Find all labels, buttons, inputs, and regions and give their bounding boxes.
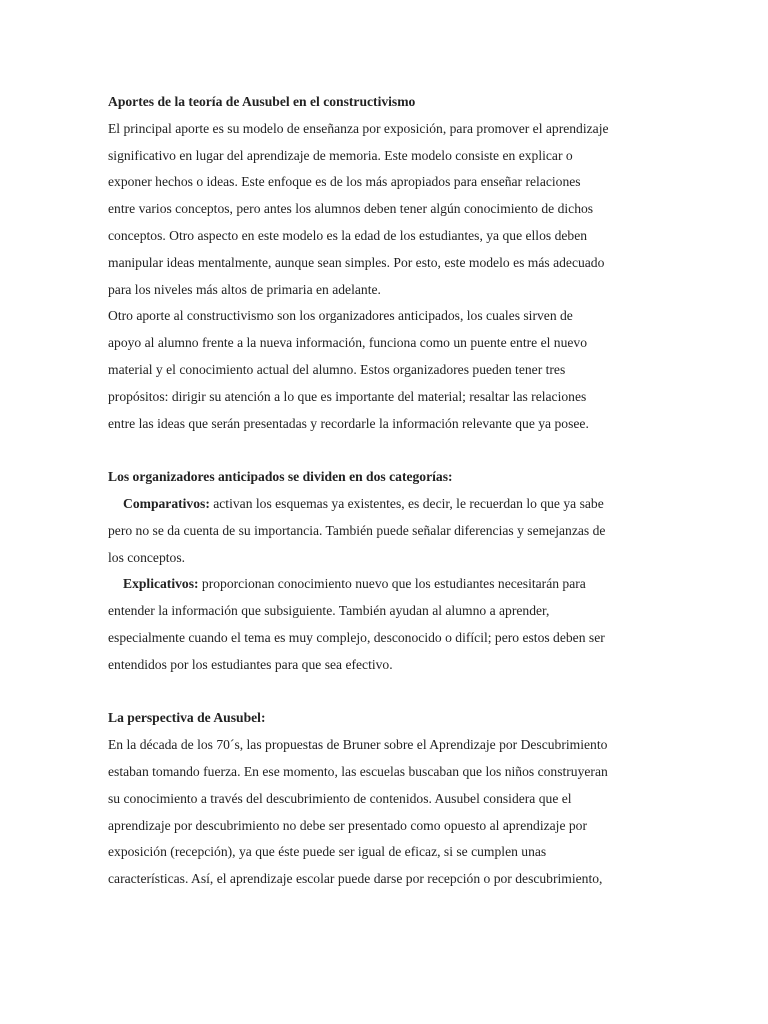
definition-text: proporcionan conocimiento nuevo que los estudiantes necesitarán para xyxy=(198,576,586,592)
paragraph-gap xyxy=(108,437,668,464)
text-line: Otro aporte al constructivismo son los organizadores anticipados, los cuales sirven de xyxy=(108,308,573,324)
definition-explicativos xyxy=(108,571,668,678)
text-line: material y el conocimiento actual del alumno. Estos organizadores pueden tener tres xyxy=(108,361,566,377)
definition-text: activan los esquemas ya existentes, es decir, le recuerdan lo que ya sabe xyxy=(209,495,604,511)
text-line: su conocimiento a través del descubrimiento de contenidos. Ausubel considera que el xyxy=(108,790,572,806)
text-line: especialmente cuando el tema es muy complejo, desconocido o difícil; pero estos deben ser xyxy=(108,629,605,645)
text-line: exponer hechos o ideas. Este enfoque es de los más apropiados para enseñar relaciones xyxy=(108,174,581,190)
paragraph-gap xyxy=(108,679,668,706)
section-heading-aportes: Aportes de la teoría de Ausubel en el constructivismo xyxy=(108,94,416,109)
text-line: entre varios conceptos, pero antes los alumnos deben tener algún conocimiento de dichos xyxy=(108,201,594,217)
paragraph-perspectiva xyxy=(108,732,668,893)
text-line: para los niveles más altos de primaria en adelante. xyxy=(108,281,381,297)
term-comparativos: Comparativos: xyxy=(123,495,210,511)
paragraph-organizadores xyxy=(108,303,668,437)
text-line: El principal aporte es su modelo de enseñanza por exposición, para promover el aprendizaje xyxy=(108,120,609,136)
document-body xyxy=(108,89,668,893)
text-line: manipular ideas mentalmente, aunque sean simples. Por esto, este modelo es más adecuado xyxy=(108,254,605,270)
term-explicativos: Explicativos: xyxy=(123,576,199,592)
definition-comparativos xyxy=(108,491,668,571)
text-line: entendidos por los estudiantes para que sea efectivo. xyxy=(108,656,393,672)
text-line xyxy=(108,571,668,598)
text-line: los conceptos. xyxy=(108,549,186,565)
text-line: pero no se da cuenta de su importancia. También puede señalar diferencias y semejanzas de xyxy=(108,522,606,538)
text-line xyxy=(108,491,668,518)
text-line: propósitos: dirigir su atención a lo que es importante del material; resaltar las relaciones xyxy=(108,388,587,404)
text-line: exposición (recepción), ya que éste puede ser igual de eficaz, si se cumplen unas xyxy=(108,844,547,860)
text-line: apoyo al alumno frente a la nueva información, funciona como un puente entre el nuevo xyxy=(108,335,588,351)
text-line: aprendizaje por descubrimiento no debe ser presentado como opuesto al aprendizaje por xyxy=(108,817,587,833)
text-line: entre las ideas que serán presentadas y recordarle la información relevante que ya posee. xyxy=(108,415,589,431)
text-line: significativo en lugar del aprendizaje de memoria. Este modelo consiste en explicar o xyxy=(108,147,573,163)
text-line: estaban tomando fuerza. En ese momento, las escuelas buscaban que los niños construyeran xyxy=(108,763,608,779)
text-line: características. Así, el aprendizaje escolar puede darse por recepción o por descubrimiento, xyxy=(108,871,603,887)
section-heading-perspectiva: La perspectiva de Ausubel: xyxy=(108,710,266,726)
text-line: En la década de los 70´s, las propuestas de Bruner sobre el Aprendizaje por Descubrimiento xyxy=(108,737,608,753)
text-line: conceptos. Otro aspecto en este modelo es la edad de los estudiantes, ya que ellos deben xyxy=(108,227,588,243)
section-heading-categorias: Los organizadores anticipados se dividen en dos categorías: xyxy=(108,469,453,485)
paragraph-modelo-exposicion xyxy=(108,116,668,304)
text-line: entender la información que subsiguiente. También ayudan al alumno a aprender, xyxy=(108,603,550,619)
